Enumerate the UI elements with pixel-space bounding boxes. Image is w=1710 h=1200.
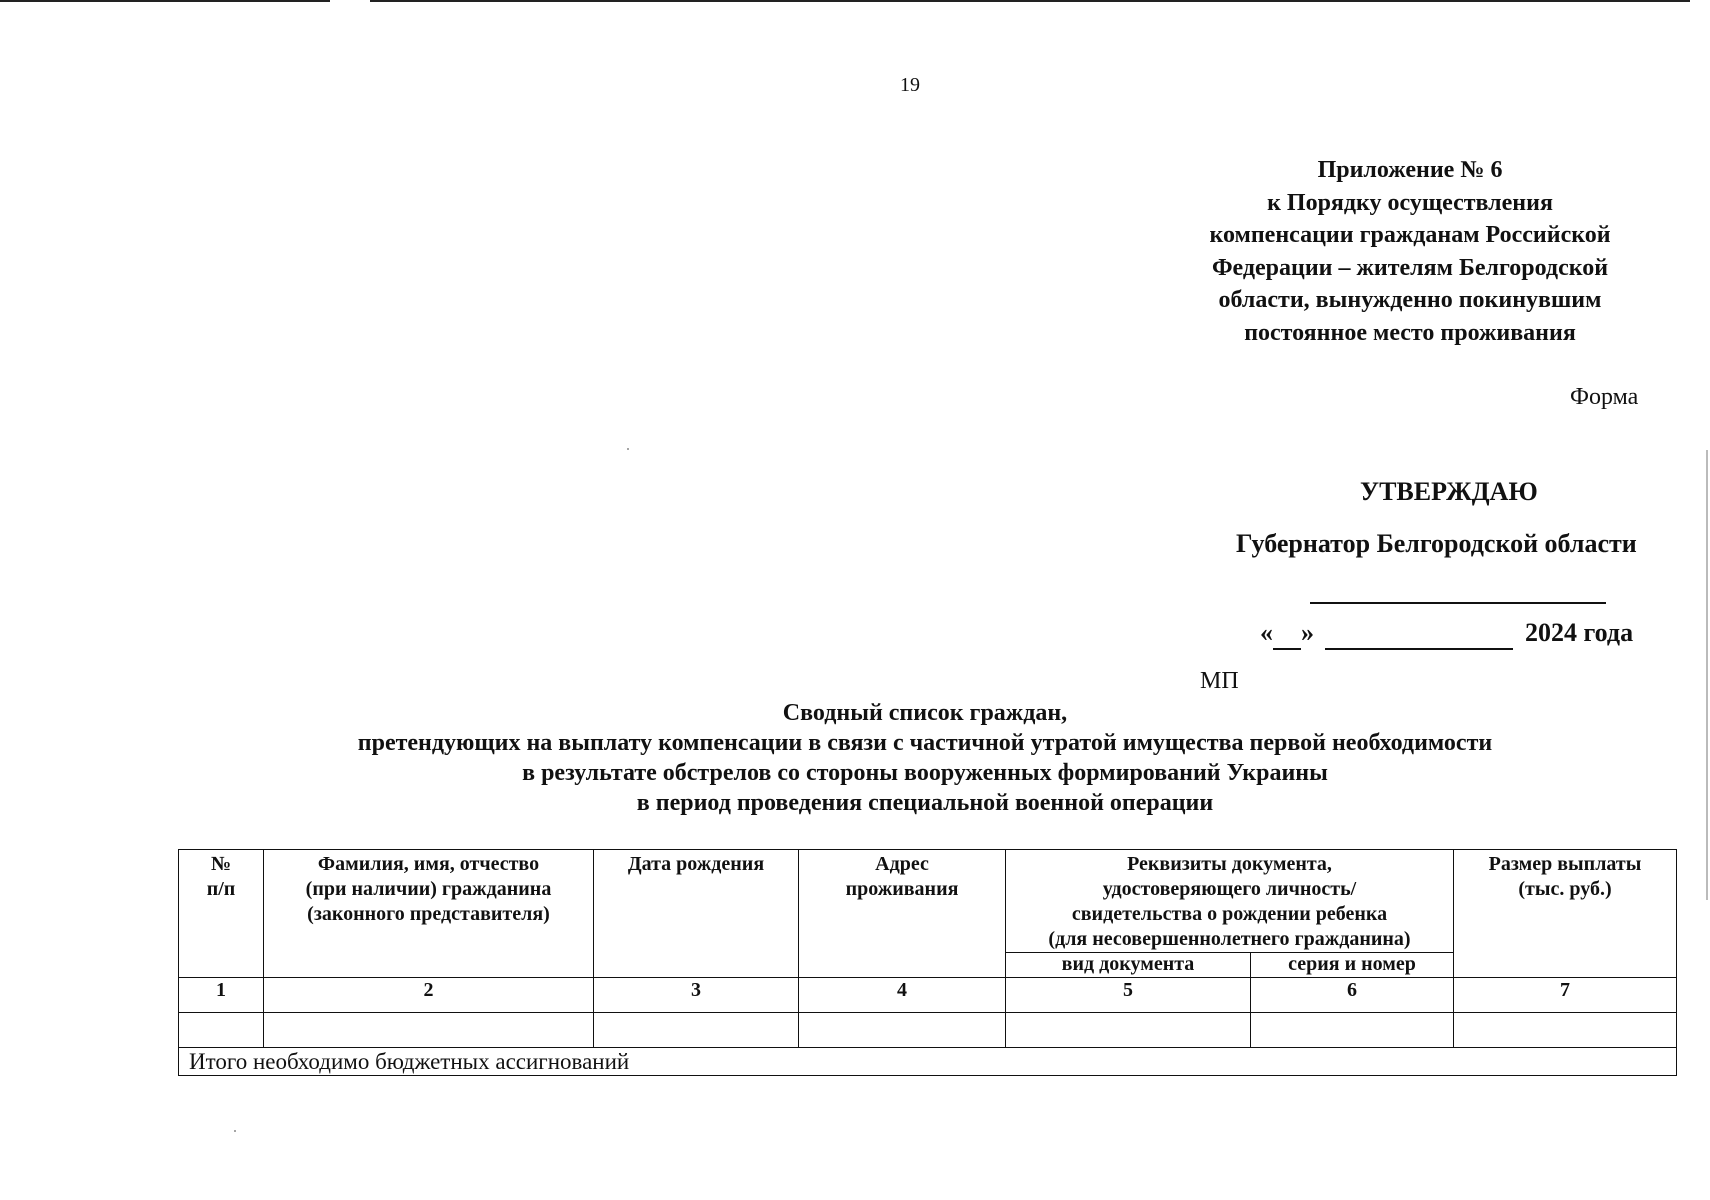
- title-line: претендующих на выплату компенсации в связи с частичной утратой имущества первой необходимости: [357, 730, 1493, 756]
- column-number: 1: [179, 978, 264, 1013]
- header-series-number: серия и номер: [1251, 953, 1454, 978]
- scan-right-edge: [1706, 450, 1708, 900]
- header-birth-date: Дата рождения: [594, 850, 799, 978]
- month-blank: [1325, 618, 1513, 650]
- appendix-line: постоянное место проживания: [1244, 319, 1576, 346]
- approver-position: Губернатор Белгородской области: [1236, 529, 1637, 558]
- column-number: 3: [594, 978, 799, 1013]
- total-label: Итого необходимо бюджетных ассигнований: [179, 1048, 1677, 1076]
- table-cell: [1454, 1013, 1677, 1048]
- header-payment-amount: Размер выплаты (тыс. руб.): [1454, 850, 1677, 978]
- scan-top-edge: [370, 0, 1690, 2]
- header-full-name: Фамилия, имя, отчество (при наличии) гражданина (законного представителя): [264, 850, 594, 978]
- column-number: 2: [264, 978, 594, 1013]
- table-column-numbers-row: [179, 978, 1677, 1013]
- appendix-line: области, вынужденно покинувшим: [1218, 287, 1602, 313]
- table-cell: [1251, 1013, 1454, 1048]
- signature-line: [1310, 602, 1606, 604]
- table-cell: [799, 1013, 1006, 1048]
- date-open-quote: «: [1260, 618, 1273, 647]
- scan-speck: [234, 1130, 236, 1132]
- header-document-details: Реквизиты документа, удостоверяющего личность/ свидетельства о рождении ребенка (для несовершеннолетнего гражданина): [1006, 850, 1454, 953]
- scan-top-edge: [0, 0, 330, 2]
- day-blank: [1273, 618, 1301, 650]
- table-cell: [1006, 1013, 1251, 1048]
- column-number: 7: [1454, 978, 1677, 1013]
- document-title: [180, 698, 1670, 818]
- table-cell: [264, 1013, 594, 1048]
- citizens-table: [178, 849, 1677, 1076]
- header-document-type: вид документа: [1006, 953, 1251, 978]
- date-close-quote: »: [1301, 618, 1314, 647]
- scan-speck: [627, 448, 629, 450]
- header-address: Адрес проживания: [799, 850, 1006, 978]
- table-header-row: [179, 850, 1677, 953]
- appendix-line: Федерации – жителям Белгородской: [1211, 254, 1609, 281]
- page-number: 19: [900, 74, 920, 96]
- table-cell: [179, 1013, 264, 1048]
- header-number: № п/п: [179, 850, 264, 978]
- form-label: Форма: [1570, 384, 1639, 410]
- approval-date: [1260, 618, 1633, 650]
- title-line: в период проведения специальной военной операции: [636, 790, 1214, 816]
- column-number: 5: [1006, 978, 1251, 1013]
- date-year: 2024 года: [1525, 618, 1634, 647]
- table-cell: [594, 1013, 799, 1048]
- stamp-place: МП: [1200, 668, 1239, 694]
- table-total-row: [179, 1048, 1677, 1076]
- table-row: [179, 1013, 1677, 1048]
- title-line: в результате обстрелов со стороны вооруженных формирований Украины: [522, 760, 1328, 786]
- appendix-line: к Порядку осуществления: [1267, 189, 1553, 216]
- appendix-header: [1120, 154, 1700, 349]
- appendix-line: компенсации гражданам Российской: [1209, 222, 1611, 248]
- title-line: Сводный список граждан,: [782, 700, 1068, 726]
- column-number: 6: [1251, 978, 1454, 1013]
- appendix-line: Приложение № 6: [1317, 157, 1503, 183]
- approve-heading: УТВЕРЖДАЮ: [1360, 477, 1538, 506]
- column-number: 4: [799, 978, 1006, 1013]
